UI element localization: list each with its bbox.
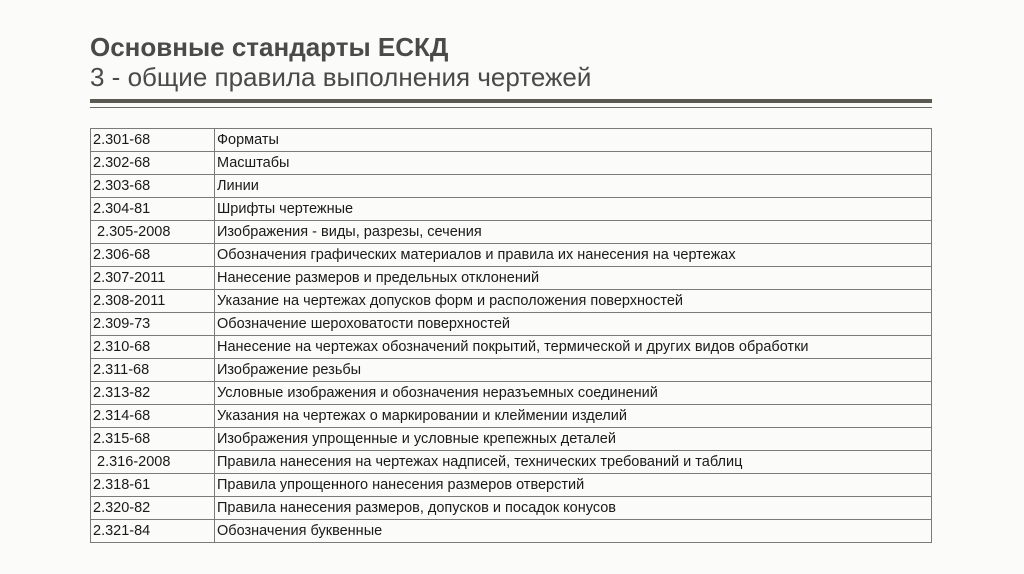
standard-name-cell: Линии bbox=[215, 175, 932, 198]
standard-name-cell: Правила упрощенного нанесения размеров отверстий bbox=[215, 474, 932, 497]
standard-code-cell: 2.315-68 bbox=[91, 428, 215, 451]
standard-code-cell: 2.304-81 bbox=[91, 198, 215, 221]
standard-name-cell: Условные изображения и обозначения неразъемных соединений bbox=[215, 382, 932, 405]
standards-table-body bbox=[91, 129, 932, 543]
table-row bbox=[91, 267, 932, 290]
standard-name-cell: Указания на чертежах о маркировании и клеймении изделий bbox=[215, 405, 932, 428]
table-row bbox=[91, 382, 932, 405]
table-row bbox=[91, 474, 932, 497]
standard-code-cell: 2.309-73 bbox=[91, 313, 215, 336]
standard-name-cell: Нанесение на чертежах обозначений покрытий, термической и других видов обработки bbox=[215, 336, 932, 359]
standard-name-cell: Обозначения буквенные bbox=[215, 520, 932, 543]
slide-title-block bbox=[90, 32, 591, 92]
table-row bbox=[91, 129, 932, 152]
table-row bbox=[91, 198, 932, 221]
standard-code-cell: 2.313-82 bbox=[91, 382, 215, 405]
standard-name-cell: Изображение резьбы bbox=[215, 359, 932, 382]
table-row bbox=[91, 497, 932, 520]
table-row bbox=[91, 520, 932, 543]
table-row bbox=[91, 451, 932, 474]
table-row bbox=[91, 359, 932, 382]
table-row bbox=[91, 152, 932, 175]
standard-name-cell: Обозначения графических материалов и правила их нанесения на чертежах bbox=[215, 244, 932, 267]
standard-code-cell: 2.308-2011 bbox=[91, 290, 215, 313]
standard-name-cell: Правила нанесения размеров, допусков и посадок конусов bbox=[215, 497, 932, 520]
standard-code-cell: 2.310-68 bbox=[91, 336, 215, 359]
table-row bbox=[91, 336, 932, 359]
table-row bbox=[91, 244, 932, 267]
standard-name-cell: Изображения упрощенные и условные крепежных деталей bbox=[215, 428, 932, 451]
slide-subtitle: 3 - общие правила выполнения чертежей bbox=[90, 62, 592, 92]
standard-name-cell: Изображения - виды, разрезы, сечения bbox=[215, 221, 932, 244]
table-row bbox=[91, 313, 932, 336]
standard-code-cell: 2.320-82 bbox=[91, 497, 215, 520]
standard-code-cell: 2.305-2008 bbox=[91, 221, 215, 244]
standard-code-cell: 2.307-2011 bbox=[91, 267, 215, 290]
standard-name-cell: Правила нанесения на чертежах надписей, технических требований и таблиц bbox=[215, 451, 932, 474]
standard-name-cell: Масштабы bbox=[215, 152, 932, 175]
title-divider-thin bbox=[90, 107, 932, 108]
table-row bbox=[91, 221, 932, 244]
standard-code-cell: 2.306-68 bbox=[91, 244, 215, 267]
standard-name-cell: Указание на чертежах допусков форм и расположения поверхностей bbox=[215, 290, 932, 313]
standard-name-cell: Нанесение размеров и предельных отклонений bbox=[215, 267, 932, 290]
standard-code-cell: 2.314-68 bbox=[91, 405, 215, 428]
standard-name-cell: Шрифты чертежные bbox=[215, 198, 932, 221]
table-row bbox=[91, 428, 932, 451]
title-divider-thick bbox=[90, 99, 932, 103]
table-row bbox=[91, 290, 932, 313]
slide-title: Основные стандарты ЕСКД bbox=[90, 32, 449, 62]
table-row bbox=[91, 405, 932, 428]
standard-code-cell: 2.303-68 bbox=[91, 175, 215, 198]
standard-code-cell: 2.318-61 bbox=[91, 474, 215, 497]
standards-table bbox=[90, 128, 932, 543]
standard-name-cell: Форматы bbox=[215, 129, 932, 152]
table-row bbox=[91, 175, 932, 198]
standard-code-cell: 2.321-84 bbox=[91, 520, 215, 543]
standard-code-cell: 2.316-2008 bbox=[91, 451, 215, 474]
standard-code-cell: 2.301-68 bbox=[91, 129, 215, 152]
standard-name-cell: Обозначение шероховатости поверхностей bbox=[215, 313, 932, 336]
standard-code-cell: 2.302-68 bbox=[91, 152, 215, 175]
standard-code-cell: 2.311-68 bbox=[91, 359, 215, 382]
